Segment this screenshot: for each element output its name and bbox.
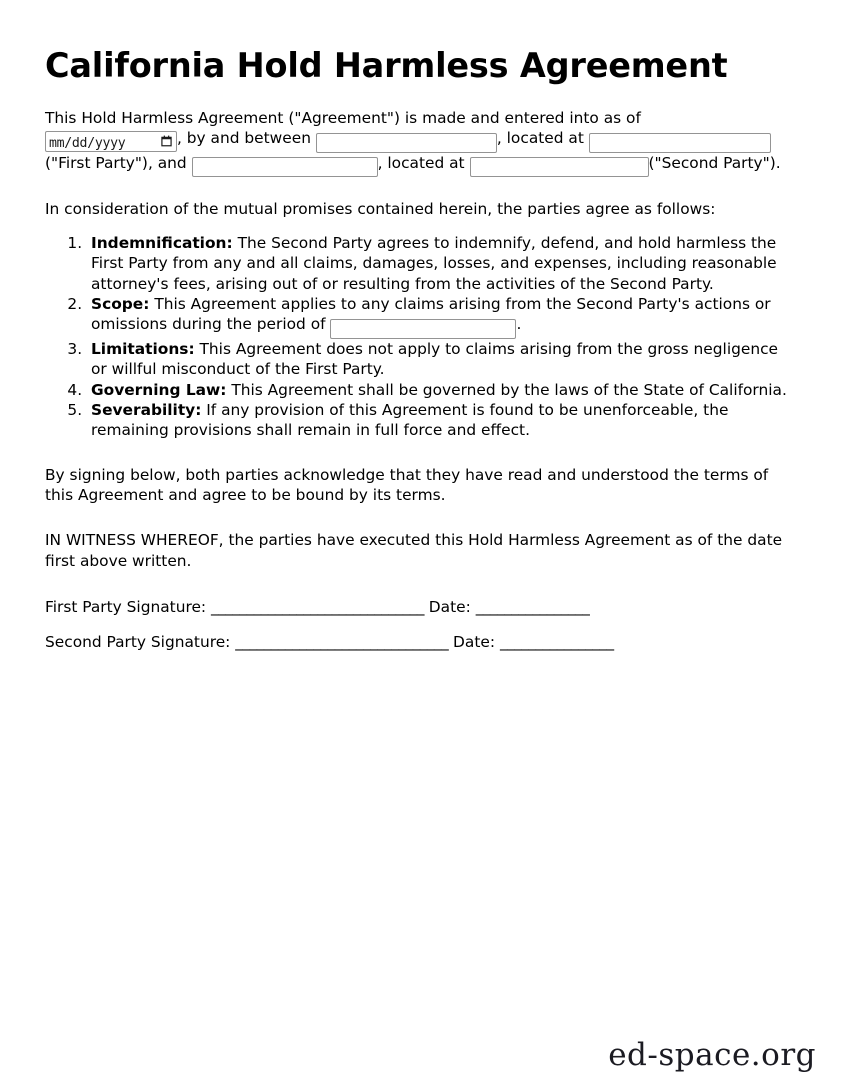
second-party-location-input[interactable] — [470, 157, 649, 177]
clause-body-suffix: . — [516, 315, 522, 334]
second-party-signature-rule[interactable]: ______________________________ — [235, 632, 449, 651]
clause-severability — [87, 400, 792, 441]
second-party-date-rule[interactable]: ________________ — [499, 632, 614, 651]
clause-heading: Scope: — [91, 294, 150, 313]
second-party-signature-label: Second Party Signature: — [45, 632, 231, 651]
intro-paragraph — [45, 108, 792, 178]
first-party-date-rule[interactable]: ________________ — [475, 598, 590, 617]
page-title: California Hold Harmless Agreement — [45, 46, 728, 85]
first-party-date-label: Date: — [428, 598, 471, 617]
clause-body: This Agreement applies to any claims arising from the Second Party's actions or omissions during the period of — [91, 294, 771, 334]
scope-period-input[interactable] — [330, 319, 516, 339]
agreement-date-field[interactable] — [45, 131, 177, 152]
calendar-icon[interactable] — [161, 135, 172, 147]
clause-heading: Limitations: — [91, 339, 195, 358]
consideration-paragraph: In consideration of the mutual promises contained herein, the parties agree as follows: — [45, 200, 716, 219]
clause-scope — [87, 294, 792, 339]
clauses-list — [45, 233, 792, 441]
clause-heading: Severability: — [91, 401, 202, 420]
intro-text-1: This Hold Harmless Agreement ("Agreement") is made and entered into as of — [45, 108, 641, 127]
intro-text-6: ("Second Party"). — [648, 153, 781, 172]
clause-body: This Agreement does not apply to claims arising from the gross negligence or willful misconduct of the First Party. — [91, 339, 779, 379]
clause-heading: Governing Law: — [91, 380, 227, 399]
clause-body: If any provision of this Agreement is found to be unenforceable, the remaining provisions shall remain in full force and effect. — [91, 401, 729, 440]
clause-body: This Agreement shall be governed by the laws of the State of California. — [231, 380, 787, 399]
witness-paragraph: IN WITNESS WHEREOF, the parties have executed this Hold Harmless Agreement as of the date first above written. — [45, 531, 783, 570]
intro-text-2: , by and between — [177, 129, 311, 148]
intro-text-3: , located at — [496, 129, 584, 148]
first-party-location-input[interactable] — [589, 133, 771, 153]
first-party-signature-rule[interactable]: ______________________________ — [211, 598, 424, 617]
clause-limitations — [87, 339, 792, 380]
acknowledgement-paragraph: By signing below, both parties acknowledge that they have read and understood the terms of this Agreement and agree to be bound by its terms. — [45, 465, 769, 505]
first-party-signature-line — [45, 597, 792, 618]
clause-governing-law — [87, 380, 792, 400]
first-party-signature-label: First Party Signature: — [45, 598, 207, 617]
intro-text-5: , located at — [377, 153, 465, 172]
second-party-name-input[interactable] — [192, 157, 378, 177]
second-party-signature-line — [45, 632, 792, 653]
intro-text-4: ("First Party"), and — [45, 153, 187, 172]
date-placeholder-text: mm/dd/yyyy — [49, 136, 126, 152]
clause-body: The Second Party agrees to indemnify, defend, and hold harmless the First Party from any and all claims, damages, losses, and expenses, including reasonable attorney's fees, arising out of or resulting from the activities of the Second Party. — [91, 233, 777, 293]
second-party-date-label: Date: — [453, 632, 496, 651]
clause-indemnification — [87, 233, 792, 294]
clause-heading: Indemnification: — [91, 233, 233, 252]
footer-watermark: ed-space.org — [608, 1037, 816, 1073]
first-party-name-input[interactable] — [316, 133, 497, 153]
